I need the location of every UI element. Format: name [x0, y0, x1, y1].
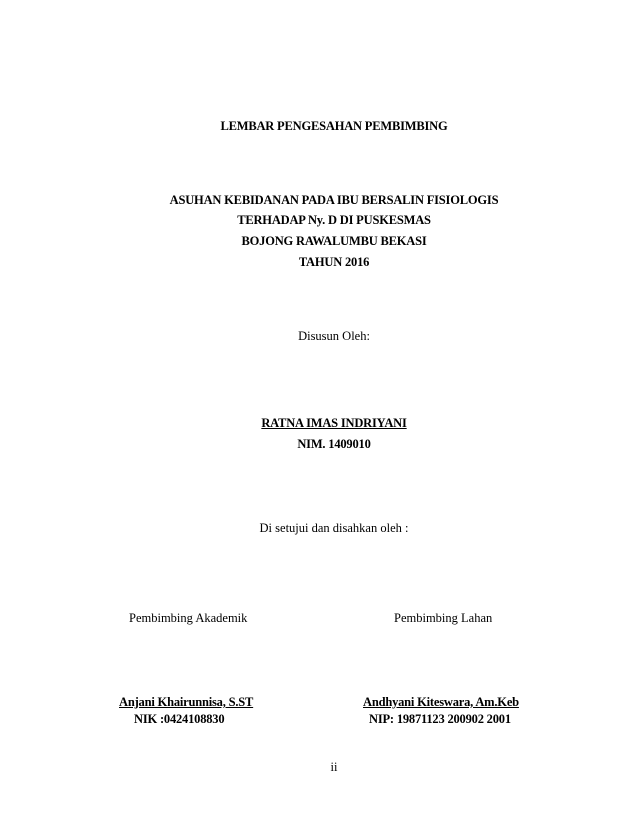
academic-supervisor-nik: NIK :0424108830: [134, 712, 225, 726]
field-supervisor-role: Pembimbing Lahan: [394, 611, 493, 625]
thesis-title-line-4: TAHUN 2016: [298, 255, 370, 269]
field-supervisor-name: Andhyani Kiteswara, Am.Keb: [363, 695, 519, 709]
academic-supervisor-role: Pembimbing Akademik: [129, 611, 248, 625]
author-name: RATNA IMAS INDRIYANI: [261, 416, 407, 430]
approved-by-label: Di setujui dan disahkan oleh :: [259, 521, 409, 535]
thesis-title-line-3: BOJONG RAWALUMBU BEKASI: [241, 234, 427, 248]
thesis-title-line-2: TERHADAP Ny. D DI PUSKESMAS: [237, 213, 431, 227]
page-number: ii: [330, 760, 338, 774]
field-supervisor-nip: NIP: 19871123 200902 2001: [369, 712, 511, 726]
thesis-title-line-1: ASUHAN KEBIDANAN PADA IBU BERSALIN FISIOLOGIS: [169, 193, 499, 207]
authored-by-label: Disusun Oleh:: [298, 329, 370, 343]
academic-supervisor-name: Anjani Khairunnisa, S.ST: [119, 695, 254, 709]
author-nim: NIM. 1409010: [297, 437, 371, 451]
approval-sheet-title: LEMBAR PENGESAHAN PEMBIMBING: [220, 119, 448, 133]
